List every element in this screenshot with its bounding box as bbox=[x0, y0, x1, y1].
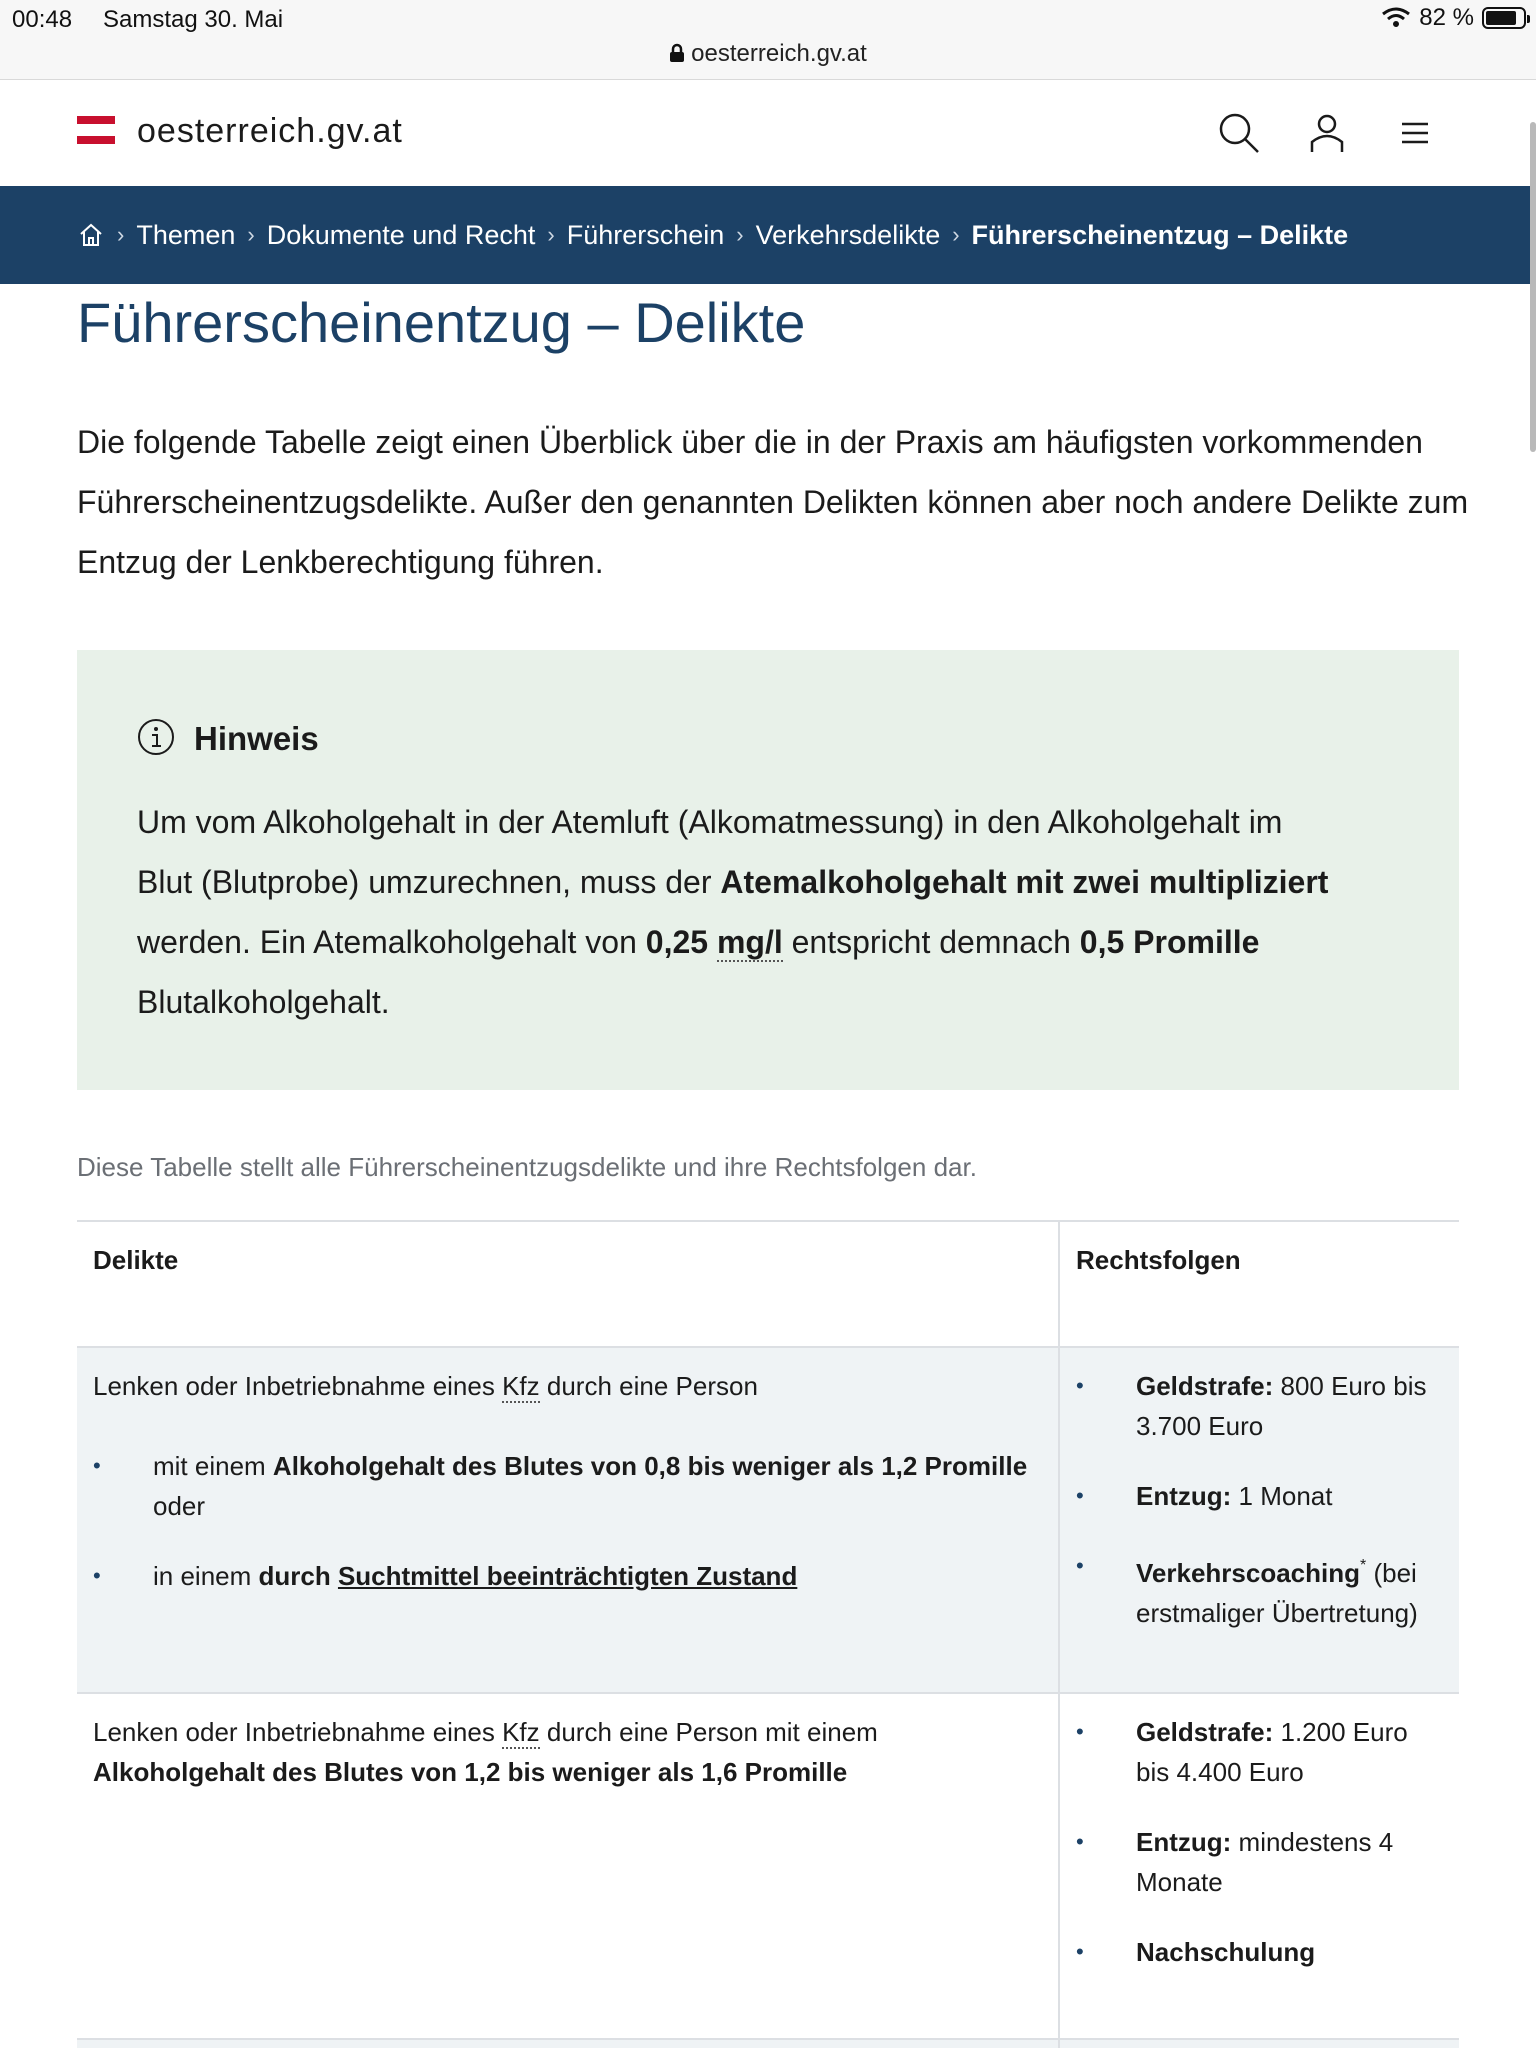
status-date: Samstag 30. Mai bbox=[103, 6, 284, 33]
menu-icon[interactable] bbox=[1392, 110, 1438, 156]
breadcrumb-themen[interactable]: Themen bbox=[136, 219, 236, 250]
breadcrumb-fuehrerschein[interactable]: Führerschein bbox=[566, 219, 725, 250]
chevron-right-icon: › bbox=[547, 222, 555, 247]
list-item: • Entzug: 1 Monat bbox=[1076, 1476, 1443, 1516]
site-logo-text[interactable]: oesterreich.gv.at bbox=[137, 112, 403, 150]
page-title: Führerscheinentzug – Delikte bbox=[77, 291, 806, 354]
table-caption: Diese Tabelle stellt alle Führerscheinentzugsdelikte und ihre Rechtsfolgen dar. bbox=[77, 1152, 977, 1182]
hinweis-text: Um vom Alkoholgehalt in der Atemluft (Alkomatmessung) in den Alkoholgehalt im Blut (Blutprobe) umzurechnen, muss der Atemalkoholgehalt mit zwei multipliziert werden. Ein Atemalkoholgehalt von 0,25 mg/l entspricht demnach 0,5 Promille Blutalkoholgehalt. bbox=[137, 804, 1329, 1020]
austria-flag-logo[interactable] bbox=[77, 116, 115, 144]
home-icon[interactable] bbox=[77, 221, 105, 249]
intro-paragraph: Die folgende Tabelle zeigt einen Überblick über die in der Praxis am häufigsten vorkommenden Führerscheinentzugsdelikte. Außer den genannten Delikten können aber noch andere Delikte zum Entzug der Lenkberechtigung führen. bbox=[77, 424, 1469, 580]
info-icon bbox=[137, 718, 175, 756]
battery-percentage: 82 % bbox=[1419, 4, 1474, 31]
user-icon[interactable] bbox=[1304, 110, 1350, 156]
delikt-cell: Lenken oder Inbetriebnahme eines Kfz durch eine Person • mit einem Alkoholgehalt des Blutes von 0,8 bis weniger als 1,2 Promille oder • in einem durch Suchtmittel beeinträchtigten Zustand bbox=[77, 1348, 1060, 1692]
rechtsfolgen-cell bbox=[1060, 2040, 1459, 2048]
chevron-right-icon: › bbox=[736, 222, 744, 247]
list-item: • Nachschulung bbox=[1076, 1932, 1443, 1972]
table-row bbox=[77, 2038, 1459, 2048]
battery-icon bbox=[1482, 7, 1526, 29]
status-bar bbox=[0, 0, 1536, 80]
rechtsfolgen-cell bbox=[1060, 1348, 1459, 1692]
chevron-right-icon: › bbox=[117, 222, 125, 247]
abbr-kfz[interactable]: Kfz bbox=[502, 1371, 540, 1401]
delikt-cell bbox=[77, 2040, 1060, 2048]
rechtsfolgen-list bbox=[1076, 1366, 1443, 1633]
address-bar[interactable] bbox=[0, 40, 1536, 68]
breadcrumb-verkehrsdelikte[interactable]: Verkehrsdelikte bbox=[755, 219, 941, 250]
site-header bbox=[0, 80, 1536, 186]
list-item: • Geldstrafe: 1.200 Euro bis 4.400 Euro bbox=[1076, 1712, 1443, 1792]
abbr-kfz[interactable]: Kfz bbox=[502, 1717, 540, 1747]
lock-icon bbox=[669, 43, 685, 63]
table-header-row bbox=[77, 1220, 1459, 1346]
delikte-table bbox=[77, 1220, 1459, 2048]
suchtmittel-link[interactable]: Suchtmittel beeinträchtigten Zustand bbox=[337, 1561, 798, 1591]
status-time: 00:48 bbox=[12, 6, 73, 33]
rechtsfolgen-list bbox=[1076, 1712, 1443, 1972]
list-item: • mit einem Alkoholgehalt des Blutes von 0,8 bis weniger als 1,2 Promille oder bbox=[93, 1446, 1042, 1526]
list-item: • Geldstrafe: 800 Euro bis 3.700 Euro bbox=[1076, 1366, 1443, 1446]
abbr-mg-l[interactable]: mg/l bbox=[716, 924, 783, 960]
breadcrumb bbox=[0, 186, 1536, 284]
status-indicators bbox=[1381, 4, 1526, 32]
wifi-icon bbox=[1381, 6, 1411, 30]
header-delikte: Delikte bbox=[77, 1222, 1060, 1346]
table-row bbox=[77, 1346, 1459, 1692]
header-rechtsfolgen: Rechtsfolgen bbox=[1076, 1245, 1241, 1275]
rechtsfolgen-cell bbox=[1060, 1694, 1459, 2038]
footnote-marker[interactable]: * bbox=[1360, 1557, 1367, 1574]
hinweis-box bbox=[77, 650, 1459, 1090]
delikt-cell: Lenken oder Inbetriebnahme eines Kfz durch eine Person mit einem Alkoholgehalt des Blutes von 1,2 bis weniger als 1,6 Promille bbox=[77, 1694, 1060, 2038]
chevron-right-icon: › bbox=[952, 222, 960, 247]
hinweis-title: Hinweis bbox=[194, 720, 319, 757]
list-item: • in einem durch Suchtmittel beeinträchtigten Zustand bbox=[93, 1556, 1042, 1596]
list-item: • Verkehrscoaching* (bei erstmaliger Übertretung) bbox=[1076, 1546, 1443, 1633]
list-item: • Entzug: mindestens 4 Monate bbox=[1076, 1822, 1443, 1902]
address-url: oesterreich.gv.at bbox=[691, 40, 867, 67]
page-scrollbar[interactable] bbox=[1530, 122, 1536, 452]
breadcrumb-dokumente-und-recht[interactable]: Dokumente und Recht bbox=[266, 219, 536, 250]
chevron-right-icon: › bbox=[247, 222, 255, 247]
delikt-list bbox=[93, 1446, 1042, 1596]
breadcrumb-current: Führerscheinentzug – Delikte bbox=[971, 219, 1349, 250]
table-row bbox=[77, 1692, 1459, 2038]
search-icon[interactable] bbox=[1216, 110, 1262, 156]
